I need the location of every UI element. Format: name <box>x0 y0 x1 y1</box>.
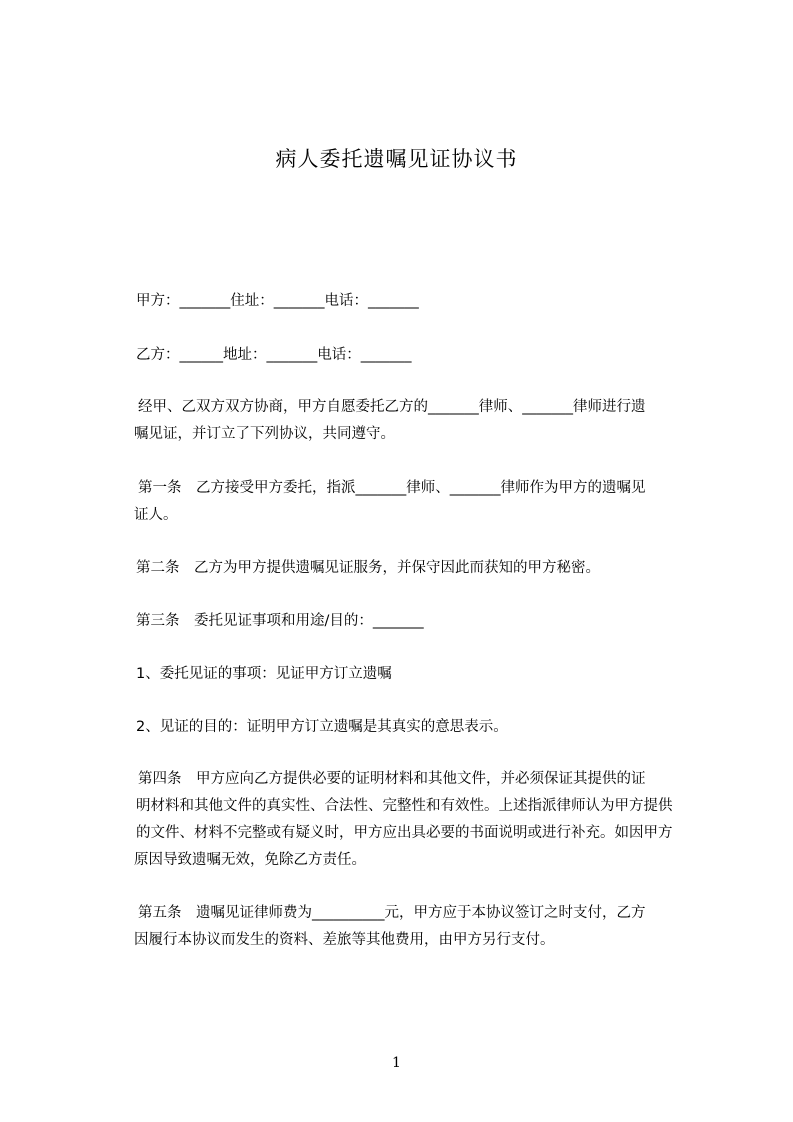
article-5-paragraph <box>136 900 706 954</box>
article-3-paragraph: 第三条 委托见证事项和用途/目的：_______ <box>136 613 424 629</box>
article-1-line-2: 证人。 <box>134 507 178 523</box>
article-5-line-2: 因履行本协议而发生的资料、差旅等其他费用，由甲方另行支付。 <box>134 932 555 948</box>
article-1-line-1: 第一条 乙方接受甲方委托，指派_______律师、_______律师作为甲方的遗嘱见 <box>138 480 646 496</box>
article-4-line-4: 原因导致遗嘱无效，免除乙方责任。 <box>134 852 366 868</box>
article-4-paragraph <box>136 766 706 874</box>
page-number: 1 <box>392 1055 401 1071</box>
party-a-line: 甲方：_______住址：_______电话：_______ <box>136 293 419 309</box>
article-4-line-3: 的文件、材料不完整或有疑义时，甲方应出具必要的书面说明或进行补充。如因甲方 <box>136 825 673 841</box>
document-title: 病人委托遗嘱见证协议书 <box>275 147 518 171</box>
article-5-line-1: 第五条 遗嘱见证律师费为__________元，甲方应于本协议签订之时支付，乙方 <box>138 905 646 921</box>
party-b-line: 乙方：______地址：_______电话：_______ <box>136 347 412 363</box>
intro-line-2: 嘱见证，并订立了下列协议，共同遵守。 <box>134 426 395 442</box>
intro-line-1: 经甲、乙双方双方协商，甲方自愿委托乙方的_______律师、_______律师进行遗 <box>138 399 646 415</box>
article-4-line-1: 第四条 甲方应向乙方提供必要的证明材料和其他文件，并必须保证其提供的证 <box>138 771 646 787</box>
article-4-line-2: 明材料和其他文件的真实性、合法性、完整性和有效性。上述指派律师认为甲方提供 <box>136 798 673 814</box>
article-3-item-1: 1、委托见证的事项：见证甲方订立遗嘱 <box>136 666 392 682</box>
article-2-paragraph: 第二条 乙方为甲方提供遗嘱见证服务，并保守因此而获知的甲方秘密。 <box>136 560 600 576</box>
intro-paragraph <box>136 394 706 448</box>
article-1-paragraph <box>136 475 706 529</box>
article-3-item-2: 2、见证的目的：证明甲方订立遗嘱是其真实的意思表示。 <box>136 719 508 735</box>
